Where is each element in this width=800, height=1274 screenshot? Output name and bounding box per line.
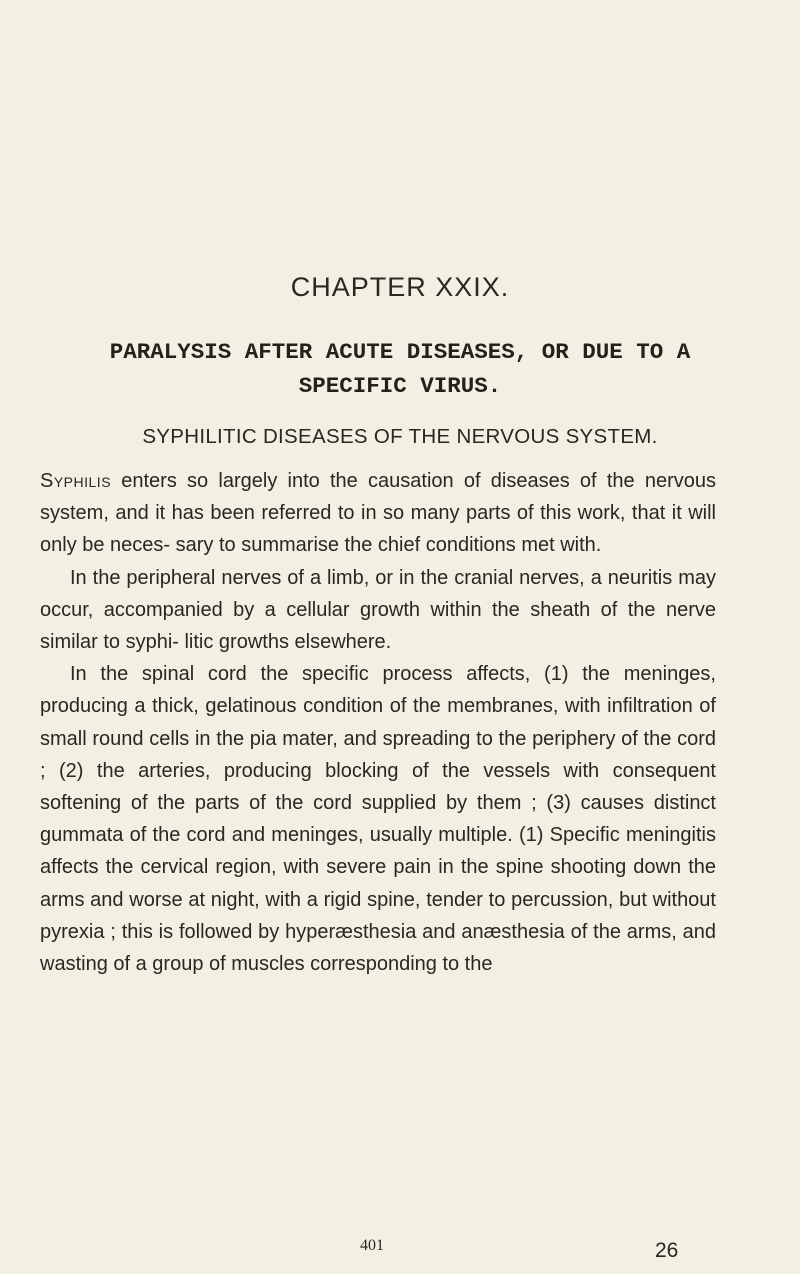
paragraph-2: In the peripheral nerves of a limb, or in the cranial nerves, a neuritis may occur, accompanied by a cellular growth within the sheath of the nerve similar to syphi- litic growths elsewhere. xyxy=(40,566,716,654)
paragraph-3: In the spinal cord the specific process affects, (1) the meninges, producing a thick, gelatinous condition of the membranes, with infiltration of small round cells in the pia mater, and spreading to the periphery of the cord ; (2) the arteries, producing blocking of the vessels with consequent softening of the parts of the cord supplied by them ; (3) causes distinct gummata of the cord and meninges, usually multiple. (1) Specific meningitis affects the cervical region, with severe pain in the spine shooting down the arms and worse at night, with a rigid spine, tender to percussion, but without pyrexia ; this is followed by hyperæsthesia and anæsthesia of the arms, and wasting of a group of muscles corresponding to the xyxy=(40,663,716,976)
chapter-title: PARALYSIS AFTER ACUTE DISEASES, OR DUE TO A SPECIFIC VIRUS. xyxy=(109,339,691,399)
chapter-heading: CHAPTER XXIX. xyxy=(290,272,510,302)
signature-mark: 26 xyxy=(655,1239,679,1262)
paragraph-1 xyxy=(40,465,716,562)
paragraph-lead-word: Syphilis xyxy=(40,470,112,492)
section-heading: SYPHILITIC DISEASES OF THE NERVOUS SYSTEM. xyxy=(142,425,658,448)
paragraph-1-text: enters so largely into the causation of diseases of the nervous system, and it has been referred to in so many parts of this work, that it will only be neces- sary to summarise the chief conditions met with. xyxy=(40,470,716,557)
page-footer xyxy=(0,1237,800,1269)
body-text xyxy=(40,465,716,980)
page-number: 401 xyxy=(360,1237,384,1254)
